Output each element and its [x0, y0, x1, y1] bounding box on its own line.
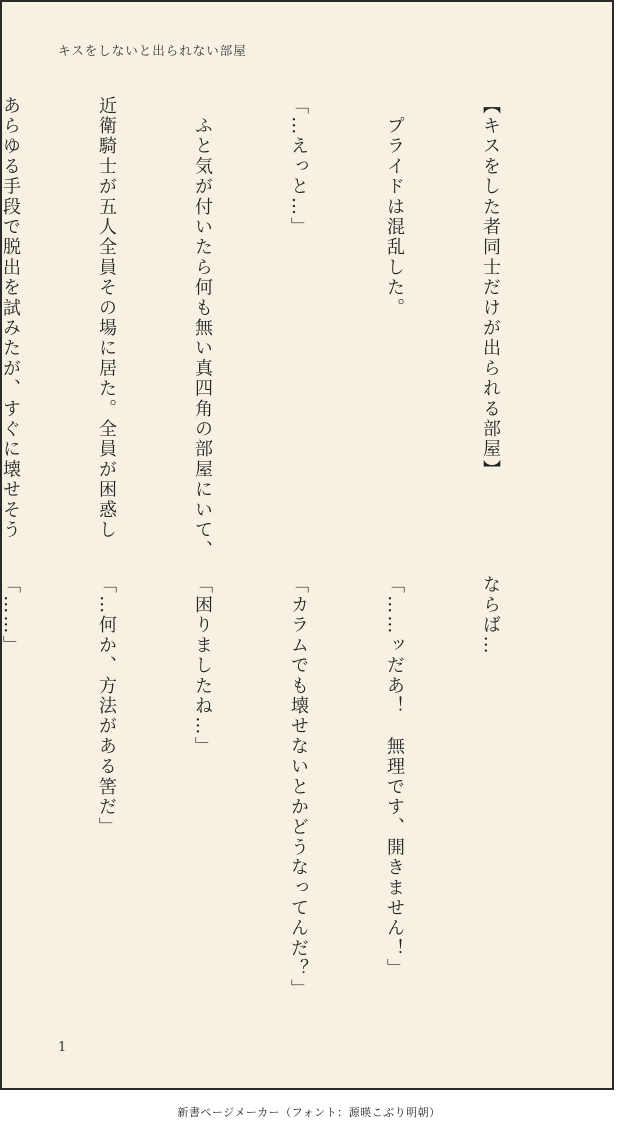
text-block-bottom: [0, 575, 570, 1000]
text-line: あらゆる手段で脱出を試みたが、すぐに壊せそう: [0, 96, 21, 541]
text-line: 「困りましたね…」: [192, 575, 213, 757]
text-line: 近衛騎士が五人全員その場に居た。全員が困惑し: [96, 96, 117, 541]
text-line: ふと気が付いたら何も無い真四角の部屋にいて、: [192, 96, 213, 561]
running-header: キスをしないと出られない部屋: [58, 43, 247, 58]
page-number: 1: [58, 1040, 67, 1055]
footer-credit: 新書ページメーカー（フォント：源暎こぶり明朝）: [177, 1106, 441, 1119]
text-line: 「……」: [0, 575, 21, 656]
text-line: 【キスをした者同士だけが出られる部屋】: [480, 96, 501, 480]
text-line: 「カラムでも壊せないとかどうなってんだ？」: [288, 575, 309, 1000]
text-line: 「…何か、方法がある筈だ」: [96, 575, 117, 838]
text-block-top: [0, 96, 570, 561]
text-line: 「……ッだあ！ 無理です、開きません！」: [384, 575, 405, 979]
text-line: プライドは混乱した。: [384, 96, 405, 319]
text-line: 「…えっと…」: [288, 96, 309, 238]
text-line: ならば…: [480, 575, 501, 656]
